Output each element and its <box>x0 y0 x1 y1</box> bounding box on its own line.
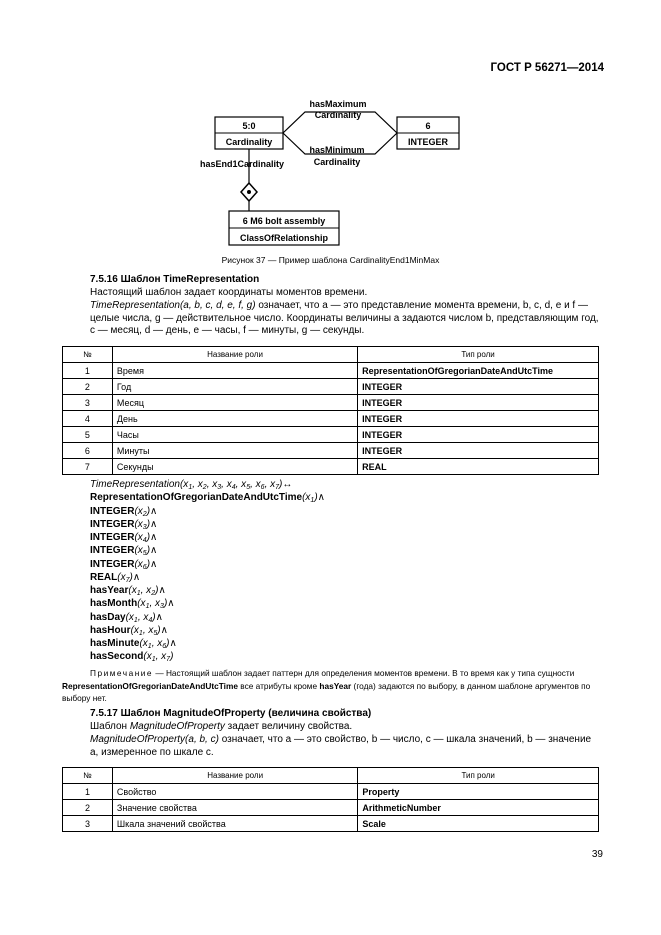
note-label: Примечание <box>90 668 154 678</box>
table-row <box>63 363 599 379</box>
formula-line <box>90 624 325 637</box>
formula-fn: INTEGER <box>90 518 135 530</box>
formula-line <box>90 531 325 544</box>
cardinality-diagram <box>0 0 661 250</box>
row-num: 2 <box>63 379 113 395</box>
role-name: День <box>112 411 357 427</box>
table-header-type: Тип роли <box>358 768 599 784</box>
formula-op: ∧ <box>150 545 158 557</box>
page-number: 39 <box>591 849 603 860</box>
formula-args: $(x_4)$ <box>134 532 151 544</box>
formula-line <box>90 544 325 557</box>
intro-text: Шаблон <box>90 721 130 732</box>
note-bold: RepresentationOfGregorianDateAndUtcTime <box>62 680 238 691</box>
formula-iff: ↔ <box>282 479 293 490</box>
note-text: (года) задаются по выбору, в данном шаблоне аргументов по выбору нет. <box>62 680 591 703</box>
figure-caption: Рисунок 37 — Пример шаблона CardinalityEnd1MinMax <box>221 255 440 265</box>
role-name: Свойство <box>112 784 357 800</box>
formula-head-args: ($x_1$, $x_2$, $x_3$, $x_4$, $x_5$, $x_6$, $x_7$) <box>179 479 283 491</box>
magnitude-table <box>62 767 599 832</box>
formula-op: ∧ <box>158 585 166 596</box>
has-maximum-label-1: hasMaximum <box>309 99 367 109</box>
table-row <box>63 800 599 816</box>
formula-line <box>90 505 325 518</box>
cardinality-box-value: 5:0 <box>242 121 256 131</box>
table-row <box>63 816 599 832</box>
formula-line <box>90 597 325 610</box>
standard-header: ГОСТ Р 56271—2014 <box>490 62 604 74</box>
note-paragraph <box>62 667 602 705</box>
role-name: Значение свойства <box>112 800 357 816</box>
role-name: Время <box>112 363 357 379</box>
cardinality-box-label: Cardinality <box>225 137 273 147</box>
role-type: RepresentationOfGregorianDateAndUtcTime <box>358 363 599 379</box>
role-name: Часы <box>112 427 357 443</box>
table-row <box>63 379 599 395</box>
formula-op: ∧ <box>150 505 158 517</box>
formula-fn: hasSecond <box>90 651 144 663</box>
formula-fn: RepresentationOfGregorianDateAndUtcTime <box>90 492 303 504</box>
formula-head <box>90 478 325 491</box>
has-end1-label: hasEnd1Cardinality <box>200 159 285 169</box>
formula-args: ($x_1$, $x_6$) <box>139 638 170 650</box>
formula-line <box>90 558 325 571</box>
formula-fn: INTEGER <box>90 545 135 557</box>
formula-fn: hasYear <box>90 585 129 596</box>
formula-args: $(x_1)$ <box>302 492 318 505</box>
formula-args: ($x_1$, $x_7$) <box>143 651 174 664</box>
has-maximum-label-2: Cardinality <box>314 110 362 120</box>
formula-args: ($x_1$, $x_5$) <box>130 624 161 637</box>
formula-block <box>90 478 325 664</box>
role-name: Минуты <box>112 443 357 459</box>
definition-paragraph <box>62 300 602 338</box>
formula-args: $(x_7)$ <box>117 571 133 584</box>
role-type: INTEGER <box>358 379 599 395</box>
definition-text: означает, что a — это представление момента времени, b, c, d, e и f — целые числа, g — действительное число. Координаты величины a задаются числом b, представляющим год, c — месяц, d — день, e — часы, f — минуты, g — секунды. <box>90 300 599 337</box>
formula-op: ∧ <box>155 611 163 623</box>
table-row <box>63 411 599 427</box>
formula-args: $(x_5)$ <box>134 545 151 558</box>
role-type: REAL <box>358 459 599 475</box>
note-text: все атрибуты кроме <box>237 680 320 691</box>
table-row <box>63 395 599 411</box>
formula-line <box>90 518 325 531</box>
role-type: INTEGER <box>358 395 599 411</box>
row-num: 3 <box>63 395 113 411</box>
role-type: ArithmeticNumber <box>358 800 599 816</box>
row-num: 7 <box>63 459 113 475</box>
formula-op: ∧ <box>150 518 158 530</box>
integer-box-value: 6 <box>425 121 431 131</box>
note-bold: hasYear <box>319 680 352 691</box>
role-name: Месяц <box>112 395 357 411</box>
role-name: Шкала значений свойства <box>112 816 357 832</box>
definition-call: TimeRepresentation(a, b, c, d, e, f, g) <box>90 300 256 311</box>
table-row <box>63 427 599 443</box>
integer-box-label: INTEGER <box>407 137 449 147</box>
formula-op: ∧ <box>167 598 175 610</box>
section-intro: Настоящий шаблон задает координаты моментов времени. <box>90 287 368 298</box>
formula-line <box>90 637 325 650</box>
formula-fn: hasMonth <box>90 598 138 610</box>
formula-fn: INTEGER <box>90 505 135 517</box>
section-title-7-5-17: 7.5.17 Шаблон MagnitudeOfProperty (величина свойства) <box>90 708 372 719</box>
definition-paragraph <box>62 734 602 759</box>
table-header-type: Тип роли <box>358 347 599 363</box>
row-num: 2 <box>63 800 113 816</box>
intro-italic: MagnitudeOfProperty <box>129 721 225 732</box>
formula-args: ($x_1$, $x_3$) <box>137 598 168 611</box>
formula-fn: hasMinute <box>90 638 140 649</box>
formula-fn: INTEGER <box>90 558 135 570</box>
formula-line <box>90 584 325 597</box>
has-minimum-label-2: Cardinality <box>313 157 361 167</box>
role-name: Секунды <box>112 459 357 475</box>
role-type: INTEGER <box>358 427 599 443</box>
row-num: 1 <box>63 784 113 800</box>
formula-fn: hasHour <box>90 624 131 636</box>
section-intro <box>62 721 602 734</box>
role-type: INTEGER <box>358 443 599 459</box>
row-num: 5 <box>63 427 113 443</box>
section-title-7-5-16: 7.5.16 Шаблон TimeRepresentation <box>90 274 260 285</box>
formula-fn: REAL <box>90 571 118 583</box>
formula-op: ∧ <box>169 638 177 649</box>
formula-op: ∧ <box>150 558 158 570</box>
formula-fn: INTEGER <box>90 532 135 543</box>
role-type: INTEGER <box>358 411 599 427</box>
formula-op: ∧ <box>160 624 168 636</box>
table-row <box>63 443 599 459</box>
table-row <box>63 784 599 800</box>
formula-line <box>90 611 325 624</box>
formula-fn: hasDay <box>90 611 126 623</box>
formula-args: $(x_3)$ <box>134 518 151 531</box>
row-num: 3 <box>63 816 113 832</box>
table-header-role: Название роли <box>112 768 357 784</box>
formula-line <box>90 491 325 504</box>
assembly-box-value: 6 M6 bolt assembly <box>242 216 326 226</box>
table-header-num: № <box>63 347 113 363</box>
formula-op: ∧ <box>150 532 158 543</box>
formula-args: $(x_2)$ <box>134 505 151 518</box>
role-type: Property <box>358 784 599 800</box>
row-num: 6 <box>63 443 113 459</box>
role-name: Год <box>112 379 357 395</box>
formula-args: $(x_6)$ <box>134 558 151 571</box>
assembly-box-label: ClassOfRelationship <box>239 233 329 243</box>
note-text: — Настоящий шаблон задает паттерн для определения моментов времени. В то время как у типа сущности <box>153 668 575 678</box>
intro-text: задает величину свойства. <box>224 721 353 732</box>
row-num: 1 <box>63 363 113 379</box>
time-representation-table <box>62 346 599 475</box>
definition-text: означает, что a — это свойство, b — число, c — шкала значений, b — значение a, измеренное по шкале c. <box>90 734 592 758</box>
table-row <box>63 459 599 475</box>
formula-args: ($x_1$, $x_2$) <box>128 585 159 597</box>
formula-op: ∧ <box>317 492 325 504</box>
formula-line <box>90 571 325 584</box>
formula-op: ∧ <box>132 571 141 583</box>
formula-args: ($x_1$, $x_4$) <box>125 611 156 624</box>
formula-line <box>90 650 325 663</box>
table-header-role: Название роли <box>112 347 357 363</box>
role-type: Scale <box>358 816 599 832</box>
table-header-num: № <box>63 768 113 784</box>
has-minimum-label-1: hasMinimum <box>309 145 365 155</box>
definition-call: MagnitudeOfProperty(a, b, c) <box>90 734 219 745</box>
formula-head-name: TimeRepresentation <box>90 479 180 490</box>
row-num: 4 <box>63 411 113 427</box>
